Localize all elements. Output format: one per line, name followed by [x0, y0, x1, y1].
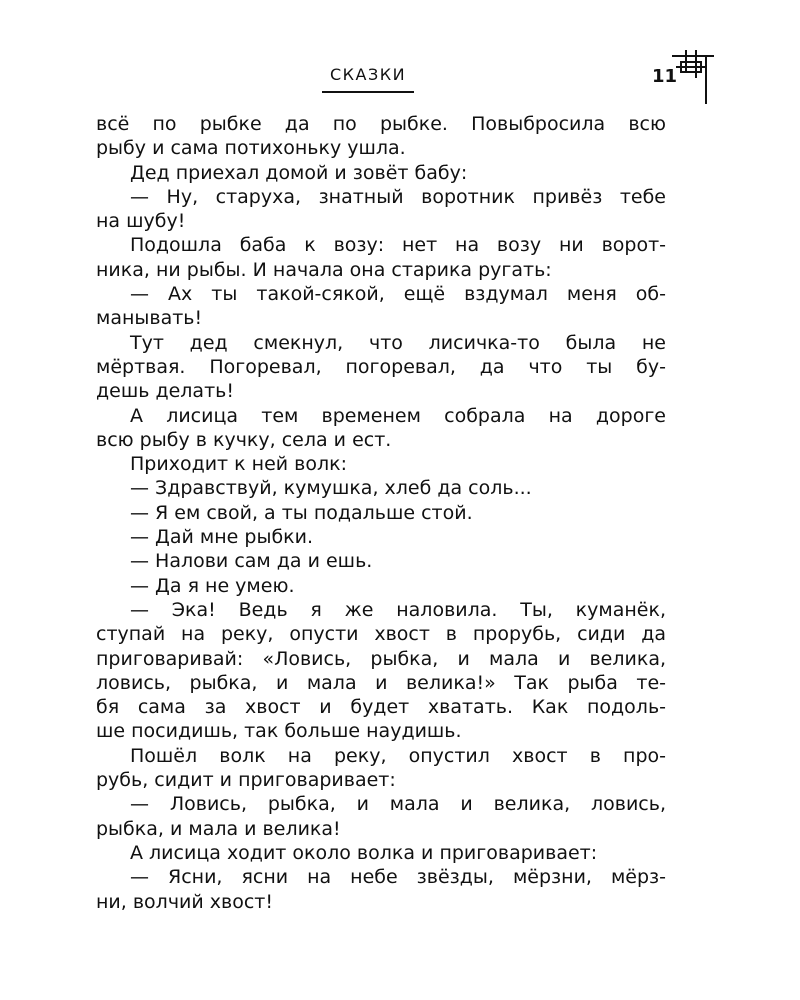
page-header: [0, 0, 800, 110]
text-line: — Я ем свой, а ты подальше стой.: [130, 501, 473, 524]
corner-ornament-icon: [672, 48, 714, 106]
text-line: ступай на реку, опусти хвост в прорубь, сиди да: [96, 623, 666, 646]
text-line: Подошла баба к возу: нет на возу ни ворот-: [130, 234, 666, 257]
text-line: — Дай мне рыбки.: [130, 526, 314, 549]
text-line: ни, волчий хвост!: [96, 890, 273, 913]
text-line: Дед приехал домой и зовёт бабу:: [130, 161, 468, 184]
text-line: бя сама за хвост и будет хватать. Как подоль-: [96, 696, 666, 719]
text-line: — Ах ты такой-сякой, ещё вздумал меня об-: [130, 283, 666, 306]
text-line: ловись, рыбка, и мала и велика!» Так рыба те-: [96, 671, 666, 694]
text-line: всю рыбу в кучку, села и ест.: [96, 428, 392, 451]
text-line: Тут дед смекнул, что лисичка-то была не: [130, 331, 666, 354]
page-number: 11: [652, 66, 678, 87]
text-line: рыбу и сама потихоньку ушла.: [96, 137, 406, 160]
text-line: — Ясни, ясни на небе звёзды, мёрзни, мёрз-: [130, 866, 666, 889]
text-line: манывать!: [96, 307, 203, 330]
text-line: ника, ни рыбы. И начала она старика ругать:: [96, 258, 552, 281]
story-text: [96, 112, 666, 914]
text-line: Приходит к ней волк:: [130, 453, 348, 476]
text-line: ше посидишь, так больше наудишь.: [96, 720, 462, 743]
text-line: дешь делать!: [96, 380, 234, 403]
text-line: А лисица тем временем собрала на дороге: [130, 404, 666, 427]
text-line: — Налови сам да и ешь.: [130, 550, 373, 573]
text-line: рыбка, и мала и велика!: [96, 817, 341, 840]
text-line: — Эка! Ведь я же наловила. Ты, куманёк,: [130, 598, 666, 621]
text-line: — Ловись, рыбка, и мала и велика, ловись,: [130, 793, 666, 816]
text-line: — Да я не умею.: [130, 574, 295, 597]
running-title: СКАЗКИ: [329, 65, 407, 84]
text-line: рубь, сидит и приговаривает:: [96, 769, 396, 792]
text-line: мёртвая. Погоревал, погоревал, да что ты бу-: [96, 355, 666, 378]
text-line: приговаривай: «Ловись, рыбка, и мала и велика,: [96, 647, 666, 670]
text-line: Пошёл волк на реку, опустил хвост в про-: [130, 744, 666, 767]
text-line: — Здравствуй, кумушка, хлеб да соль...: [130, 477, 532, 500]
text-line: А лисица ходит около волка и приговаривает:: [130, 841, 598, 864]
running-title-underline: [322, 91, 414, 93]
text-line: всё по рыбке да по рыбке. Повыбросила всю: [96, 113, 666, 135]
text-line: на шубу!: [96, 210, 186, 233]
text-line: — Ну, старуха, знатный воротник привёз тебе: [130, 185, 666, 208]
